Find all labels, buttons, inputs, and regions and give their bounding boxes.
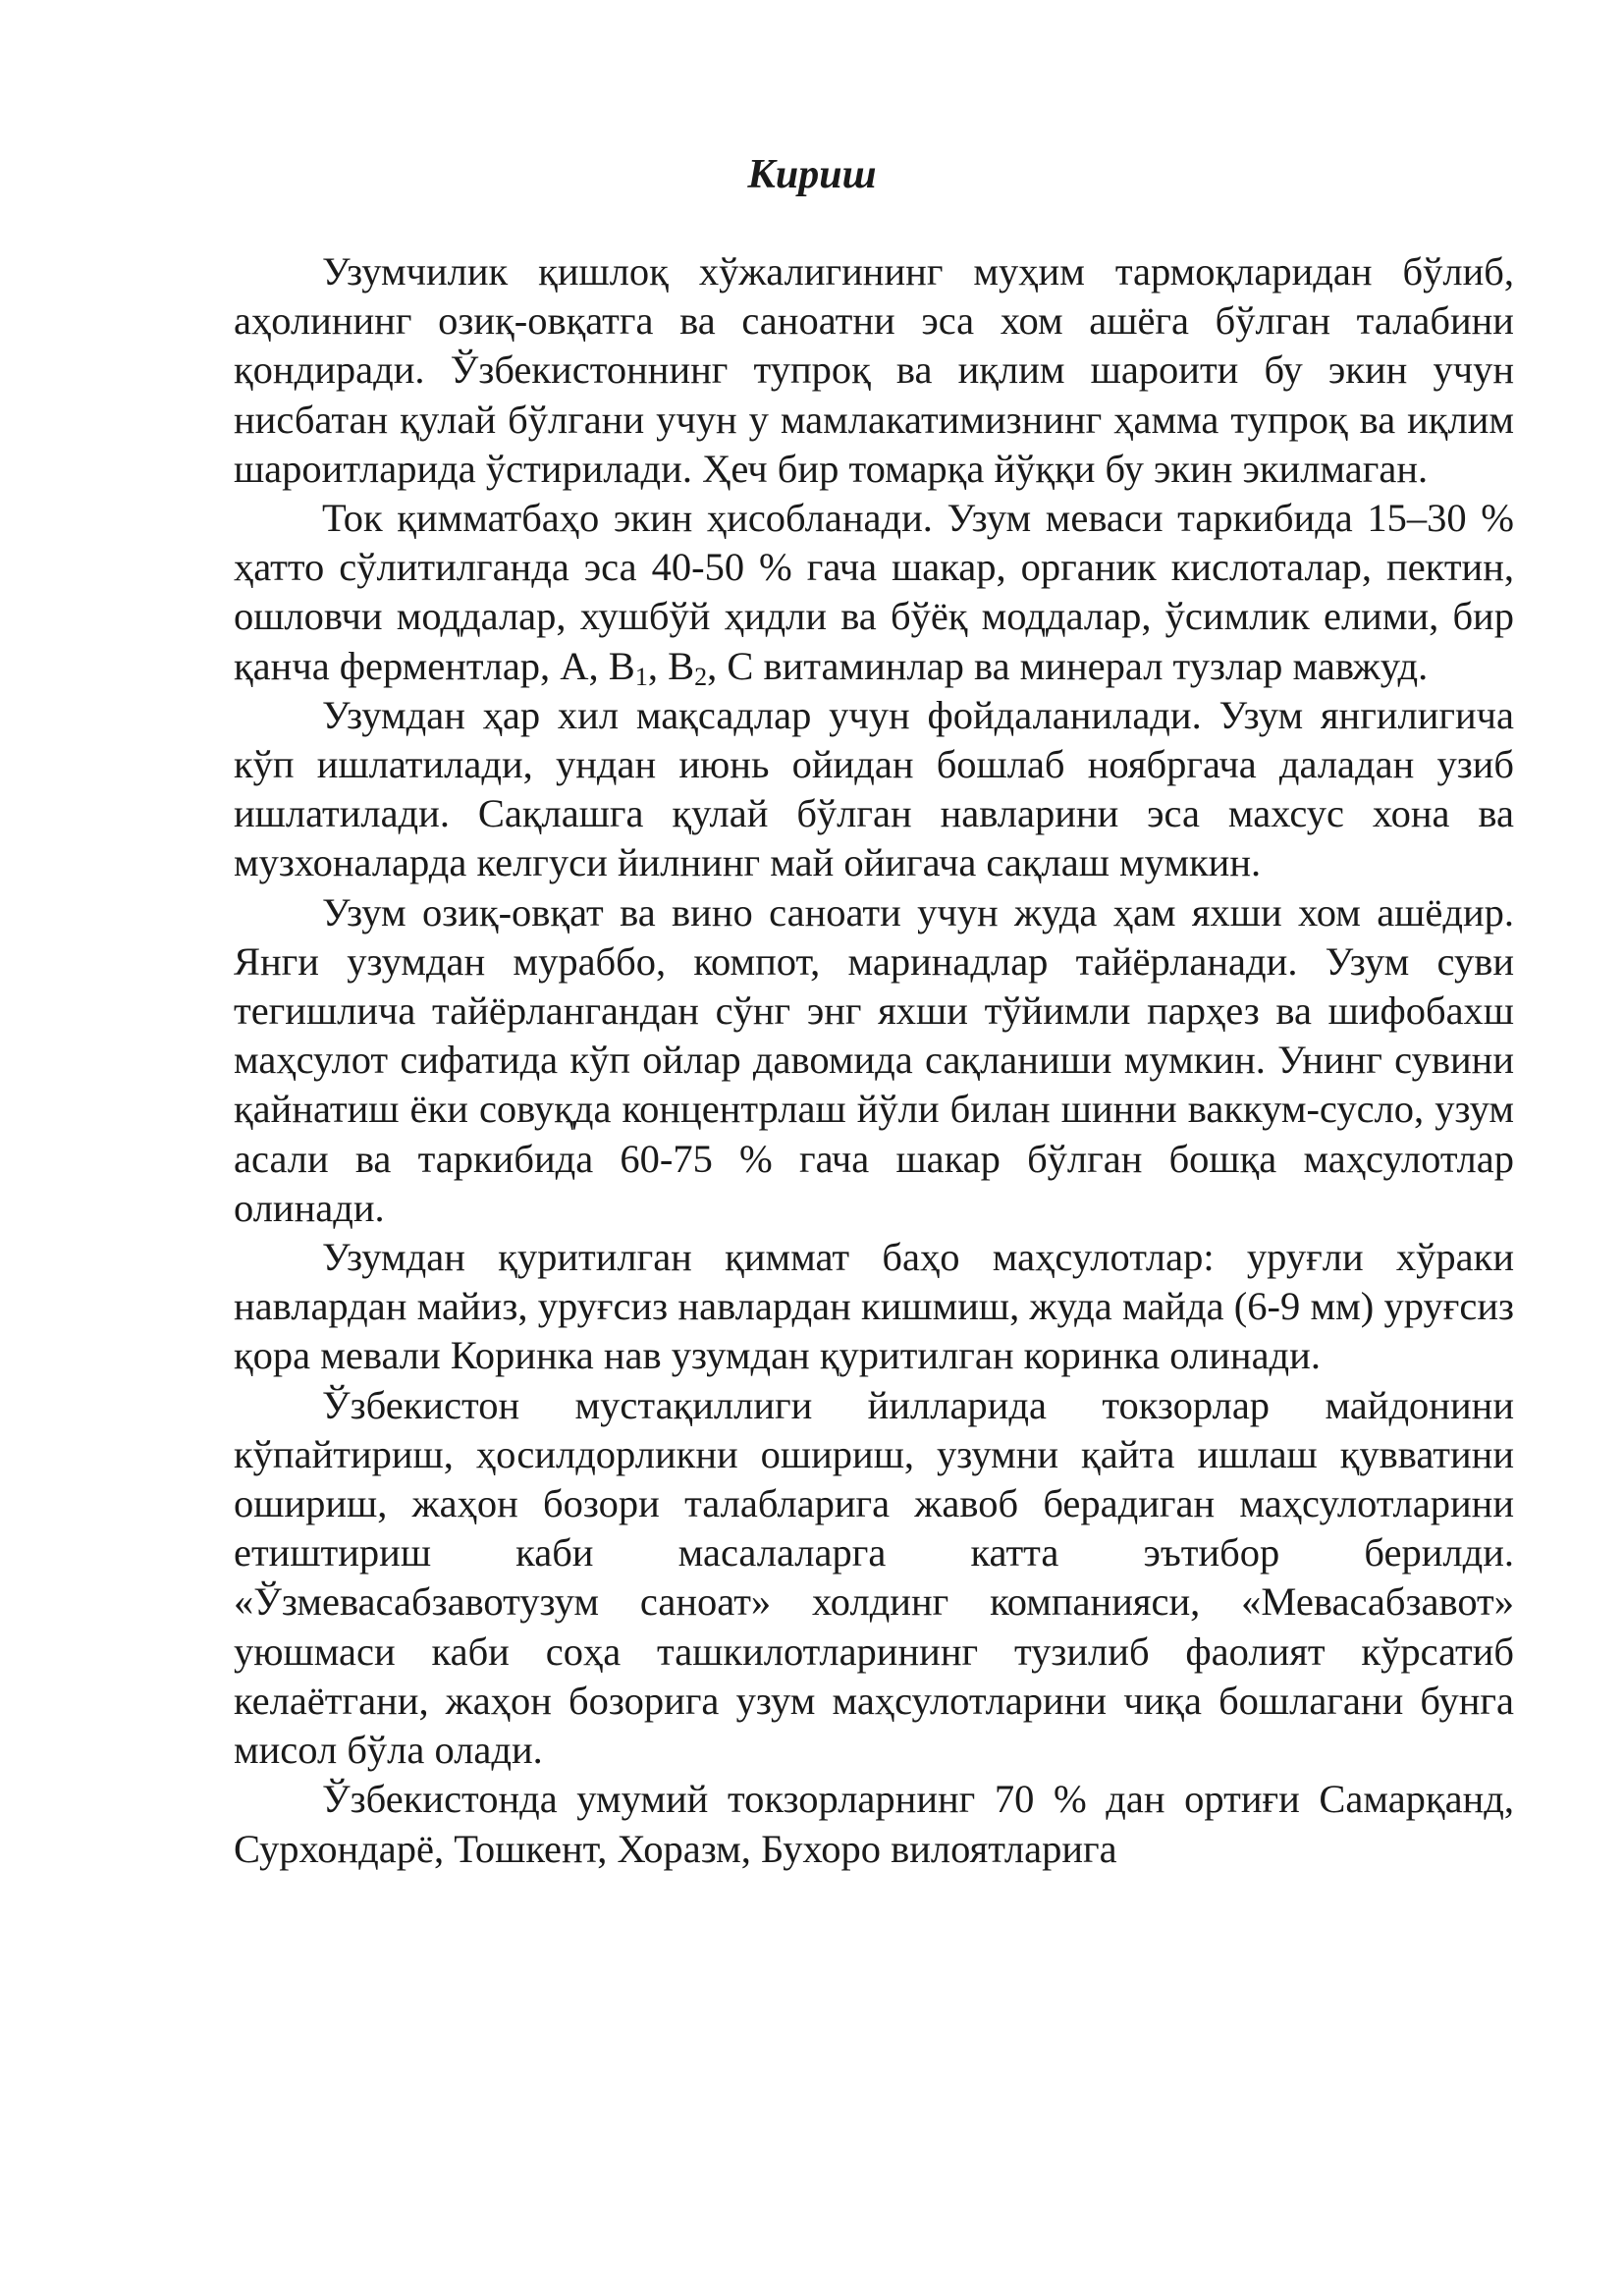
document-body: [234, 247, 1514, 1874]
paragraph-2-text-c: , С витаминлар ва минерал тузлар мавжуд.: [707, 643, 1429, 688]
subscript-1: 1: [634, 662, 648, 691]
paragraph-6: Ўзбекистон мустақиллиги йилларида токзорлар майдонини кўпайтириш, ҳосилдорликни ошириш, узумни қайта ишлаш қувватини ошириш, жаҳон бозори талабларига жавоб берадиган маҳсулотларини етиштириш каби масалаларга катта эътибор берилди. «Ўзмевасабзавотузум саноат» холдинг компанияси, «Мевасабзавот» уюшмаси каби соҳа ташкилотларининг тузилиб фаолият кўрсатиб келаётгани, жаҳон бозорига узум маҳсулотларини чиқа бошлагани бунга мисол бўла олади.: [234, 1382, 1514, 1773]
paragraph-5: Узумдан қуритилган қиммат баҳо маҳсулотлар: уруғли хўраки навлардан майиз, уруғсиз навлардан кишмиш, жуда майда (6-9 мм) уруғсиз қора мевали Коринка нав узумдан қуритилган коринка олинади.: [234, 1235, 1514, 1378]
page-title: Кириш: [747, 152, 877, 197]
paragraph-1: Узумчилик қишлоқ хўжалигининг муҳим тармоқларидан бўлиб, аҳолининг озиқ-овқатга ва саноатни эса хом ашёга бўлган талабини қондиради. Ўзбекистоннинг тупроқ ва иқлим шароити бу экин учун нисбатан қулай бўлгани учун у мамлакатимизнинг ҳамма тупроқ ва иқлим шароитларида ўстирилади. Ҳеч бир томарқа йўққи бу экин экилмаган.: [234, 249, 1514, 491]
paragraph-3: Узумдан ҳар хил мақсадлар учун фойдаланилади. Узум янгилигича кўп ишлатилади, ундан июнь ойидан бошлаб ноябргача даладан узиб ишлатилади. Сақлашга қулай бўлган навларини эса махсус хона ва музхоналарда келгуси йилнинг май ойигача сақлаш мумкин.: [234, 692, 1514, 885]
paragraph-7: Ўзбекистонда умумий токзорларнинг 70 % дан ортиғи Самарқанд, Сурхондарё, Тошкент, Хоразм, Бухоро вилоятларига: [234, 1777, 1514, 1871]
paragraph-2: [234, 494, 1514, 691]
subscript-2: 2: [694, 662, 708, 691]
paragraph-2-text-b: , В: [647, 643, 695, 688]
paragraph-2-text-a: Ток қимматбаҳо экин ҳисобланади. Узум меваси таркибида 15–30 % ҳатто сўлитилганда эса 40-50 % гача шакар, органик кислоталар, пектин, ошловчи моддалар, хушбўй ҳидли ва бўёқ моддалар, ўсимлик елими, бир қанча ферментлар, А, В: [234, 496, 1514, 688]
paragraph-4: Узум озиқ-овқат ва вино саноати учун жуда ҳам яхши хом ашёдир. Янги узумдан мураббо, компот, маринадлар тайёрланади. Узум суви тегишлича тайёрлангандан сўнг энг яхши тўйимли парҳез ва шифобахш маҳсулот сифатида кўп ойлар давомида сақланиши мумкин. Унинг сувини қайнатиш ёки совуқда концентрлаш йўли билан шинни ваккум-сусло, узум асали ва таркибида 60-75 % гача шакар бўлган бошқа маҳсулотлар олинади.: [234, 889, 1514, 1230]
